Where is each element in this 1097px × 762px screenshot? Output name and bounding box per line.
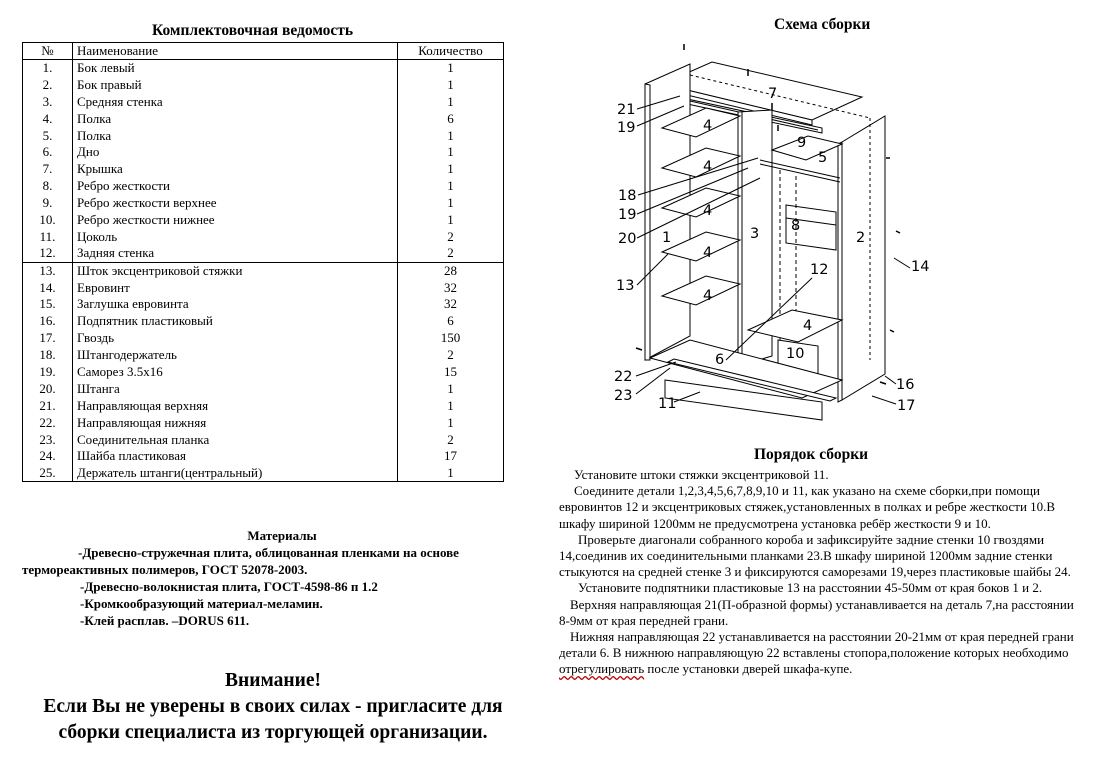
row-number: 17. bbox=[23, 330, 73, 347]
row-number: 24. bbox=[23, 448, 73, 465]
order-paragraph: Верхняя направляющая 21(П-образной формы) устанавливается на деталь 7,на расстоянии 8-9мм от края передней грани. bbox=[559, 596, 1074, 628]
callout-11: 11 bbox=[658, 396, 677, 412]
spec-row bbox=[23, 76, 504, 93]
row-name: Средняя стенка bbox=[73, 93, 398, 110]
row-name: Заглушка евровинта bbox=[73, 296, 398, 313]
shelf-label-4: 4 bbox=[703, 288, 713, 304]
spec-row bbox=[23, 279, 504, 296]
row-quantity: 1 bbox=[398, 178, 504, 195]
spec-row bbox=[23, 465, 504, 482]
row-name: Задняя стенка bbox=[73, 245, 398, 262]
warning-title: Внимание! bbox=[225, 670, 321, 691]
row-name: Штангодержатель bbox=[73, 347, 398, 364]
row-name: Полка bbox=[73, 127, 398, 144]
row-name: Дно bbox=[73, 144, 398, 161]
spec-row bbox=[23, 178, 504, 195]
order-text: после установки дверей шкафа-купе. bbox=[644, 661, 853, 677]
part-label-7: 7 bbox=[768, 86, 778, 102]
row-name: Шток эксцентриковой стяжки bbox=[73, 262, 398, 279]
row-number: 20. bbox=[23, 380, 73, 397]
callout-23: 23 bbox=[614, 388, 633, 404]
row-quantity: 2 bbox=[398, 347, 504, 364]
row-name: Направляющая нижняя bbox=[73, 414, 398, 431]
material-line: -Клей расплав. –DORUS 611. bbox=[80, 613, 250, 628]
row-quantity: 1 bbox=[398, 465, 504, 482]
callout-16: 16 bbox=[896, 377, 915, 393]
spec-row bbox=[23, 448, 504, 465]
row-quantity: 150 bbox=[398, 330, 504, 347]
spec-row bbox=[23, 228, 504, 245]
row-name: Ребро жесткости нижнее bbox=[73, 212, 398, 229]
spec-table bbox=[22, 42, 504, 482]
row-name: Гвоздь bbox=[73, 330, 398, 347]
spec-row bbox=[23, 212, 504, 229]
part-label-6: 6 bbox=[715, 352, 725, 368]
part-label-8: 8 bbox=[791, 218, 801, 234]
row-number: 22. bbox=[23, 414, 73, 431]
material-line: термореактивных полимеров, ГОСТ 52078-2003. bbox=[22, 562, 308, 577]
row-quantity: 1 bbox=[398, 144, 504, 161]
row-quantity: 6 bbox=[398, 110, 504, 127]
row-number: 18. bbox=[23, 347, 73, 364]
row-quantity: 1 bbox=[398, 161, 504, 178]
spec-row bbox=[23, 330, 504, 347]
row-name: Шайба пластиковая bbox=[73, 448, 398, 465]
warning-line: Если Вы не уверены в своих силах - пригласите для bbox=[43, 696, 503, 717]
spec-row bbox=[23, 414, 504, 431]
spec-row bbox=[23, 313, 504, 330]
row-name: Саморез 3.5х16 bbox=[73, 364, 398, 381]
row-quantity: 1 bbox=[398, 127, 504, 144]
callout-19: 19 bbox=[618, 207, 637, 223]
spec-row bbox=[23, 431, 504, 448]
row-number: 16. bbox=[23, 313, 73, 330]
material-line: -Кромкообразующий материал-меламин. bbox=[80, 596, 323, 611]
callout-14: 14 bbox=[911, 259, 930, 275]
row-quantity: 1 bbox=[398, 195, 504, 212]
spec-table-body bbox=[23, 60, 504, 482]
header-quantity: Количество bbox=[398, 43, 504, 60]
header-name: Наименование bbox=[73, 43, 398, 60]
spec-title: Комплектовочная ведомость bbox=[152, 22, 354, 39]
order-paragraph bbox=[559, 629, 1081, 678]
header-number: № bbox=[23, 43, 73, 60]
part-label-5: 5 bbox=[818, 150, 828, 166]
row-name: Бок левый bbox=[73, 60, 398, 77]
row-number: 4. bbox=[23, 110, 73, 127]
row-quantity: 1 bbox=[398, 397, 504, 414]
row-number: 14. bbox=[23, 279, 73, 296]
warning-line: сборки специалиста из торгующей организации. bbox=[58, 722, 488, 743]
row-quantity: 1 bbox=[398, 414, 504, 431]
row-name: Соединительная планка bbox=[73, 431, 398, 448]
order-paragraph: Установите подпятники пластиковые 13 на расстоянии 45-50мм от края боков 1 и 2. bbox=[578, 580, 1043, 596]
row-quantity: 1 bbox=[398, 76, 504, 93]
row-name: Полка bbox=[73, 110, 398, 127]
row-number: 25. bbox=[23, 465, 73, 482]
row-number: 2. bbox=[23, 76, 73, 93]
order-paragraph: Установите штоки стяжки эксцентриковой 11. bbox=[574, 467, 829, 482]
row-number: 5. bbox=[23, 127, 73, 144]
spec-row bbox=[23, 127, 504, 144]
callout-21: 21 bbox=[617, 102, 636, 118]
row-name: Крышка bbox=[73, 161, 398, 178]
row-quantity: 17 bbox=[398, 448, 504, 465]
row-name: Направляющая верхняя bbox=[73, 397, 398, 414]
spec-row bbox=[23, 397, 504, 414]
order-text: Нижняя направляющая 22 устанавливается на расстоянии 20-21мм от края передней грани детали 6. В нижнюю направляющую 22 вставлены стопора,положение которых необходимо bbox=[559, 629, 1074, 661]
row-name: Держатель штанги(центральный) bbox=[73, 465, 398, 482]
part-label-10: 10 bbox=[786, 346, 805, 362]
row-quantity: 28 bbox=[398, 262, 504, 279]
row-number: 1. bbox=[23, 60, 73, 77]
row-name: Ребро жесткости верхнее bbox=[73, 195, 398, 212]
spec-row bbox=[23, 161, 504, 178]
shelf-label-4: 4 bbox=[803, 318, 813, 334]
callout-22: 22 bbox=[614, 369, 633, 385]
part-label-1: 1 bbox=[662, 230, 672, 246]
part-shelf-5 bbox=[772, 136, 842, 160]
spec-row bbox=[23, 144, 504, 161]
row-number: 15. bbox=[23, 296, 73, 313]
assembly-order-text bbox=[559, 467, 1081, 678]
row-number: 13. bbox=[23, 262, 73, 279]
row-quantity: 1 bbox=[398, 93, 504, 110]
row-number: 19. bbox=[23, 364, 73, 381]
scheme-title: Схема сборки bbox=[774, 16, 871, 33]
row-number: 3. bbox=[23, 93, 73, 110]
spellcheck-word: отрегулировать bbox=[559, 661, 645, 677]
warning-section bbox=[18, 668, 528, 746]
order-paragraph: Проверьте диагонали собранного короба и зафиксируйте задние стенки 10 гвоздями 14,соединив их соединительными планками 23.В шкафу шириной 1200мм задние стенки стыкуются на средней стенке 3 и фиксируются саморезами 19,через пластиковые шайбы 24. bbox=[559, 531, 1071, 580]
row-number: 23. bbox=[23, 431, 73, 448]
row-number: 9. bbox=[23, 195, 73, 212]
spec-row bbox=[23, 195, 504, 212]
material-line: -Древесно-стружечная плита, облицованная пленками на основе bbox=[78, 545, 459, 560]
shelf-label-4: 4 bbox=[703, 203, 713, 219]
callout-19: 19 bbox=[617, 120, 636, 136]
callout-13: 13 bbox=[616, 278, 635, 294]
spec-row bbox=[23, 380, 504, 397]
order-title: Порядок сборки bbox=[754, 446, 869, 463]
row-name: Евровинт bbox=[73, 279, 398, 296]
materials-title: Материалы bbox=[247, 528, 317, 543]
row-quantity: 32 bbox=[398, 279, 504, 296]
material-line: -Древесно-волокнистая плита, ГОСТ-4598-86 п 1.2 bbox=[80, 579, 378, 594]
spec-row bbox=[23, 110, 504, 127]
row-quantity: 2 bbox=[398, 228, 504, 245]
part-label-3: 3 bbox=[750, 226, 760, 242]
part-label-9: 9 bbox=[797, 135, 807, 151]
shelf-label-4: 4 bbox=[703, 118, 713, 134]
row-quantity: 2 bbox=[398, 431, 504, 448]
materials-section bbox=[22, 527, 522, 629]
row-number: 21. bbox=[23, 397, 73, 414]
row-name: Штанга bbox=[73, 380, 398, 397]
assembly-diagram bbox=[600, 36, 930, 422]
spec-row bbox=[23, 347, 504, 364]
order-paragraph: Соедините детали 1,2,3,4,5,6,7,8,9,10 и 11, как указано на схеме сборки,при помощи евровинтов 12 и эксцентриковых стяжек,установленных в полках и ребре жесткости 10.В шкафу шириной 1200мм не предусмотрена установка ребёр жесткости 9 и 10. bbox=[559, 483, 1056, 531]
row-quantity: 1 bbox=[398, 380, 504, 397]
row-name: Ребро жесткости bbox=[73, 178, 398, 195]
shelf-label-4: 4 bbox=[703, 245, 713, 261]
row-number: 7. bbox=[23, 161, 73, 178]
row-number: 11. bbox=[23, 228, 73, 245]
spec-row bbox=[23, 60, 504, 77]
row-number: 6. bbox=[23, 144, 73, 161]
row-number: 10. bbox=[23, 212, 73, 229]
row-quantity: 2 bbox=[398, 245, 504, 262]
row-quantity: 15 bbox=[398, 364, 504, 381]
part-label-12: 12 bbox=[810, 262, 829, 278]
shelf-label-4: 4 bbox=[703, 159, 713, 175]
part-right-side bbox=[842, 116, 885, 400]
callout-17: 17 bbox=[897, 398, 916, 414]
callout-20: 20 bbox=[618, 231, 637, 247]
row-number: 12. bbox=[23, 245, 73, 262]
spec-row bbox=[23, 262, 504, 279]
spec-row bbox=[23, 245, 504, 262]
row-name: Подпятник пластиковый bbox=[73, 313, 398, 330]
row-quantity: 1 bbox=[398, 60, 504, 77]
row-name: Бок правый bbox=[73, 76, 398, 93]
row-name: Цоколь bbox=[73, 228, 398, 245]
part-label-2: 2 bbox=[856, 230, 866, 246]
row-quantity: 32 bbox=[398, 296, 504, 313]
spec-row bbox=[23, 364, 504, 381]
row-quantity: 1 bbox=[398, 212, 504, 229]
row-number: 8. bbox=[23, 178, 73, 195]
callout-18: 18 bbox=[618, 188, 637, 204]
row-quantity: 6 bbox=[398, 313, 504, 330]
spec-row bbox=[23, 296, 504, 313]
spec-row bbox=[23, 93, 504, 110]
